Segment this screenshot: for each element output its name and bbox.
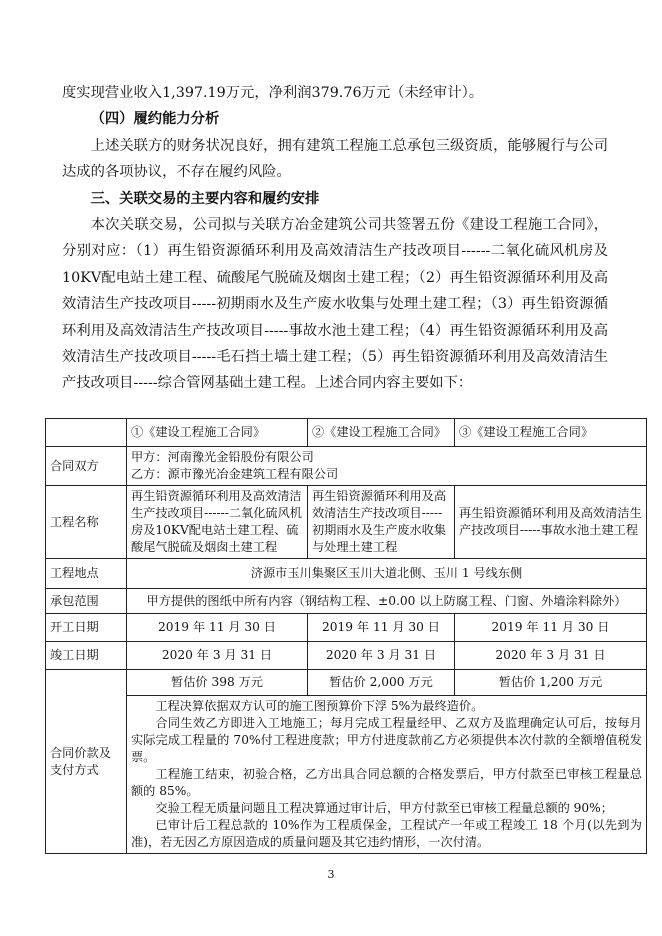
paragraph: 度实现营业收入1,397.19万元，净利润379.76万元（未经审计）。 xyxy=(62,85,484,101)
table-cell: 暂估价 398 万元 xyxy=(127,670,308,696)
table-row xyxy=(46,642,647,670)
row-label: 承包范围 xyxy=(46,589,127,614)
header-cell xyxy=(46,419,127,447)
table-header-row xyxy=(46,419,647,447)
party-b: 乙方：源市豫光冶金建筑工程有限公司 xyxy=(131,467,339,481)
row-label: 开工日期 xyxy=(46,614,127,642)
table-row xyxy=(46,559,647,589)
table-cell: 2020 年 3 月 31 日 xyxy=(308,642,455,670)
table-cell: 2019 年 11 月 30 日 xyxy=(455,614,647,642)
row-label: 竣工日期 xyxy=(46,642,127,670)
payment-term: 已审计后工程总款的 10%作为工程质保金，工程试产一年或工程竣工 18 个月(以先到为准)，若无因乙方原因造成的质量问题及其它违约情形，一次付清。 xyxy=(131,818,642,849)
payment-term: 工程施工结束，初验合格，乙方出具合同总额的合格发票后，甲方付款至已审核工程量总额的 85%。 xyxy=(131,767,642,798)
paragraph: 上述关联方的财务状况良好，拥有建筑工程施工总承包三级资质，能够履行与公司达成的各项协议，不存在履约风险。 xyxy=(62,137,608,181)
paragraph: 本次关联交易，公司拟与关联方冶金建筑公司共签署五份《建设工程施工合同》，分别对应：（1）再生铅资源循环利用及高效清洁生产技改项目------二氧化硫风机房及10KV配电站土建工程、硫酸尾气脱硫及烟囱土建工程；（2）再生铅资源循环利用及高效清洁生产技改项目-----初期雨水及生产废水收集与处理土建工程；（3）再生铅资源循环利用及高效清洁生产技改项目-----事故水池土建工程；（4）再生铅资源循环利用及高效清洁生产技改项目-----毛石挡土墙土建工程；（5）再生铅资源循环利用及高效清洁生产技改项目-----综合管网基础土建工程。上述合同内容主要如下： xyxy=(62,217,608,392)
table-cell: 2020 年 3 月 31 日 xyxy=(455,642,647,670)
payment-term: 合同生效乙方即进入工地施工；每月完成工程量经甲、乙双方及监理确定认可后，按每月实际完成工程量的 70%付工程进度款；甲方付进度款前乙方必须提供本次付款的全额增值税发票。 xyxy=(131,716,642,764)
header-cell: ②《建设工程施工合同》 xyxy=(308,419,455,447)
table-cell: 再生铅资源循环利用及高效清洁生产技改项目------二氧化硫风机房及10KV配电站土建工程、硫酸尾气脱硫及烟囱土建工程 xyxy=(127,486,308,559)
section-heading: （四）履约能力分析 xyxy=(90,111,220,128)
table-cell: 暂估价 2,000 万元 xyxy=(308,670,455,696)
document-body xyxy=(62,80,608,397)
parties-cell xyxy=(127,447,647,486)
table-cell: 暂估价 1,200 万元 xyxy=(455,670,647,696)
header-cell: ③《建设工程施工合同》 xyxy=(455,419,647,447)
payment-term: 交验工程无质量问题且工程决算通过审计后，甲方付款至已审核工程量总额的 90%； xyxy=(155,801,613,815)
table-row xyxy=(46,614,647,642)
page-number: 3 xyxy=(327,868,335,881)
table-row xyxy=(46,447,647,486)
row-label: 工程地点 xyxy=(46,559,127,589)
table-cell: 2019 年 11 月 30 日 xyxy=(308,614,455,642)
party-a: 甲方：河南豫光金铅股份有限公司 xyxy=(131,450,314,464)
table-cell: 再生铅资源循环利用及高效清洁生产技改项目-----初期雨水及生产废水收集与处理土建工程 xyxy=(308,486,455,559)
payment-terms-cell xyxy=(127,696,647,854)
table-row xyxy=(46,696,647,854)
header-cell: ①《建设工程施工合同》 xyxy=(127,419,308,447)
table-cell: 济源市玉川集聚区玉川大道北侧、玉川 1 号线东侧 xyxy=(127,559,647,589)
table-row xyxy=(46,589,647,614)
contract-table xyxy=(45,418,647,854)
section-heading: 三、关联交易的主要内容和履约安排 xyxy=(90,190,320,207)
table-cell: 甲方提供的图纸中所有内容（钢结构工程、±0.00 以上防腐工程、门窗、外墙涂料除外） xyxy=(127,589,647,614)
row-label: 合同价款及支付方式 xyxy=(46,670,127,854)
payment-term: 工程决算依据双方认可的施工图预算价下浮 5%为最终造价。 xyxy=(155,699,484,713)
table-cell: 2020 年 3 月 31 日 xyxy=(127,642,308,670)
table-row xyxy=(46,486,647,559)
table-row xyxy=(46,670,647,696)
table-cell: 2019 年 11 月 30 日 xyxy=(127,614,308,642)
row-label: 工程名称 xyxy=(46,486,127,559)
table-cell: 再生铅资源循环利用及高效清洁生产技改项目-----事故水池土建工程 xyxy=(455,486,647,559)
row-label: 合同双方 xyxy=(46,447,127,486)
